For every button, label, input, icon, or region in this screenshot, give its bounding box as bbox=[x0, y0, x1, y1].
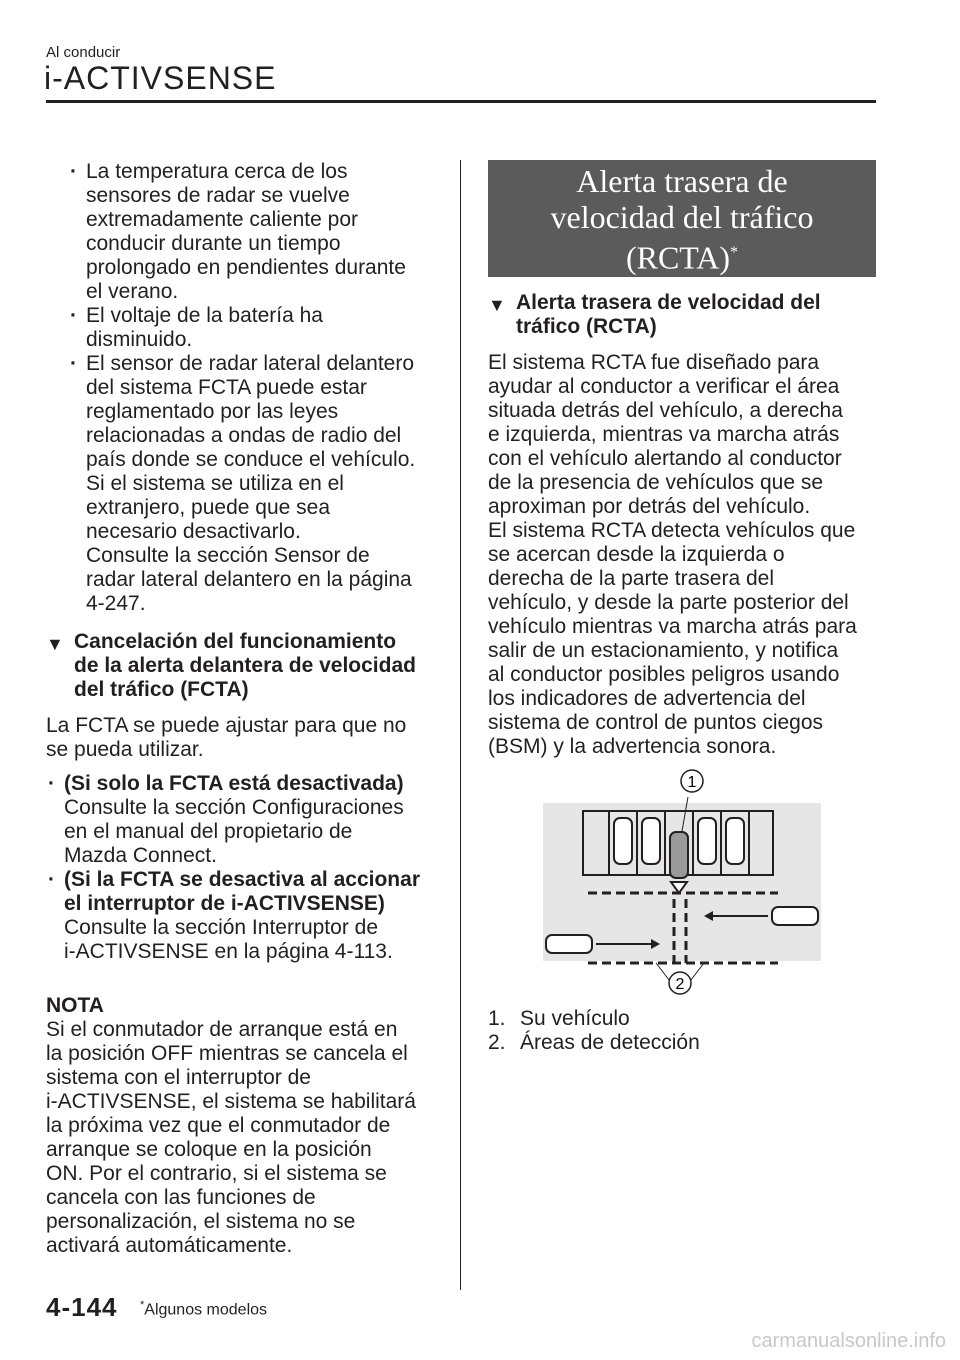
right-column bbox=[488, 160, 888, 1055]
note-body: Si el conmutador de arranque está en la posición OFF mientras se cancela el sistema con el interruptor de i-ACTIVSENSE, el sistema se habilitará la próxima vez que el conmutador de arranque se coloque en la posición ON. Por el contrario, si el sistema se cancela con las funciones de personalización, el sistema no se activará automáticamente. bbox=[46, 1018, 416, 1257]
rcta-body: El sistema RCTA fue diseñado para ayudar al conductor a verificar el área situada detrás del vehículo, a derecha e izquierda, mientras va marcha atrás con el vehículo alertando al conductor de la presencia de vehículos que se aproximan por detrás del vehículo. El sistema RCTA detecta vehículos que se acercan desde la izquierda o derecha de la parte trasera del vehículo, y desde la parte posterior del vehículo mientras va marcha atrás para salir de un estacionamiento, y notifica al conductor posibles peligros usando los indicadores de advertencia del sistema de control de puntos ciegos (BSM) y la advertencia sonora. bbox=[488, 351, 857, 758]
callout-2-label: 2 bbox=[675, 976, 685, 993]
own-vehicle bbox=[670, 832, 688, 878]
rcta-banner: Alerta trasera de velocidad del tráfico (RCTA)* bbox=[488, 160, 876, 277]
legend-item: 1. Su vehículo bbox=[488, 1007, 630, 1030]
legend-item: 2. Áreas de detección bbox=[488, 1031, 700, 1054]
page-number: 4-144 bbox=[46, 1292, 118, 1322]
bullet-item: · El sensor de radar lateral delantero del sistema FCTA puede estar reglamentado por las leyes relacionadas a ondas de radio del país donde se conduce el vehículo. Si el sistema se utiliza en el extranjero, puede que sea necesario desactivarlo. Consulte la sección Sensor de radar lateral delantero en la página 4-247. bbox=[46, 352, 441, 616]
bullet-item: · El voltaje de la batería ha disminuido. bbox=[46, 304, 441, 352]
header-rule bbox=[46, 100, 876, 103]
footnote: *Algunos modelos bbox=[140, 1299, 268, 1319]
figure-legend bbox=[488, 1007, 888, 1055]
column-divider bbox=[460, 160, 461, 1290]
rcta-heading: ▼ Alerta trasera de velocidad del tráfico (RCTA) bbox=[488, 291, 821, 338]
fcta-cancel-heading: ▼ Cancelación del funcionamiento de la alerta delantera de velocidad del tráfico (FCTA) bbox=[46, 630, 416, 701]
note-title: NOTA bbox=[46, 994, 104, 1017]
callout-1-label: 1 bbox=[687, 774, 697, 791]
chapter-title: i-ACTIVSENSE bbox=[44, 60, 277, 96]
option-item: · (Si solo la FCTA está desactivada) Consulte la sección Configuraciones en el manual del propietario de Mazda Connect. bbox=[46, 772, 441, 868]
option-list bbox=[46, 772, 441, 964]
rcta-diagram bbox=[488, 769, 876, 997]
triangle-down-icon: ▼ bbox=[46, 634, 64, 654]
fcta-intro: La FCTA se puede ajustar para que no se pueda utilizar. bbox=[46, 714, 407, 761]
triangle-down-icon: ▼ bbox=[488, 295, 506, 315]
parking-diagram bbox=[488, 769, 876, 997]
watermark: carmanualsonline.info bbox=[751, 1330, 946, 1352]
bullet-item: · La temperatura cerca de los sensores de radar se vuelve extremadamente caliente por conducir durante un tiempo prolongado en pendientes durante el verano. bbox=[46, 160, 441, 304]
option-item: · (Si la FCTA se desactiva al accionar el interruptor de i-ACTIVSENSE) Consulte la sección Interruptor de i-ACTIVSENSE en la página 4-113. bbox=[46, 868, 441, 964]
approaching-car-left bbox=[546, 935, 592, 953]
left-column bbox=[46, 160, 441, 1258]
condition-list bbox=[46, 160, 441, 616]
section-label: Al conducir bbox=[46, 44, 121, 61]
approaching-car-right bbox=[772, 907, 818, 925]
